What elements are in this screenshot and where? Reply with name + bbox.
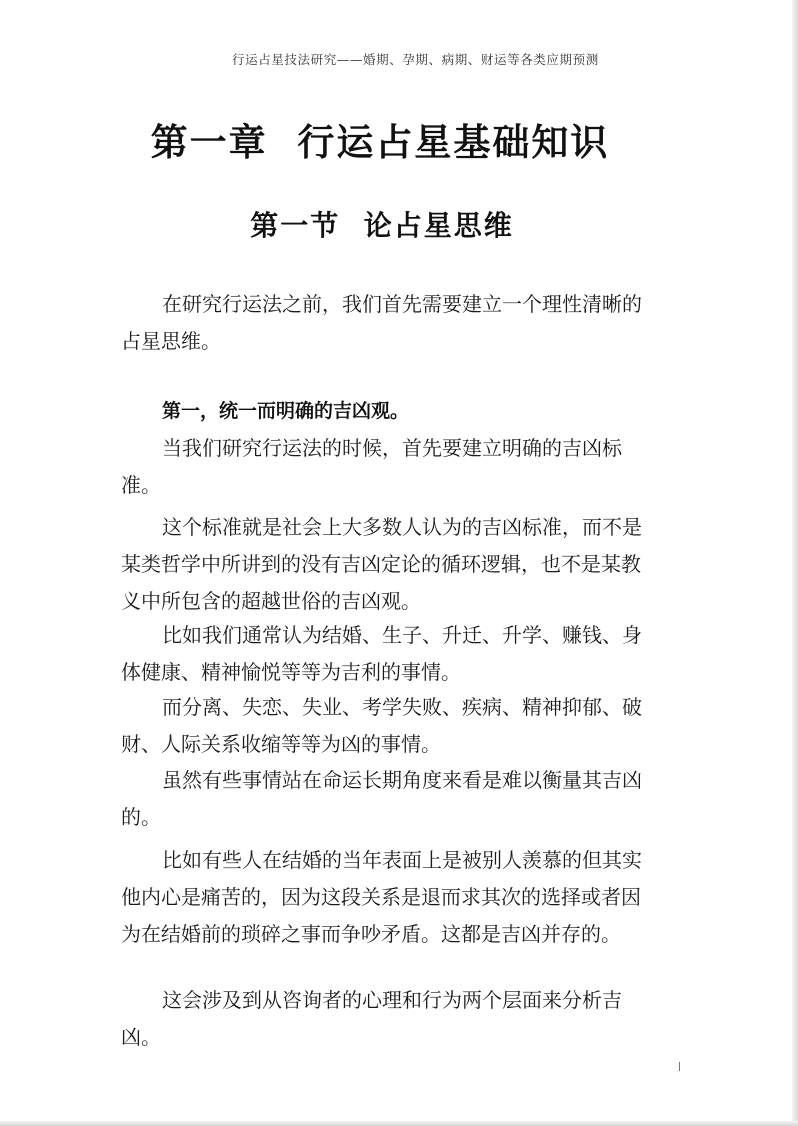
body-paragraph: 这个标准就是社会上大多数人认为的吉凶标准，而不是某类哲学中所讲到的没有吉凶定论的循环逻辑，也不是某教义中所包含的超越世俗的吉凶观。 xyxy=(121,515,642,613)
page-mark xyxy=(679,1062,680,1071)
intro-paragraph: 在研究行运法之前，我们首先需要建立一个理性清晰的占星思维。 xyxy=(121,292,642,353)
page-edge-shadow-right xyxy=(792,0,798,1126)
body-paragraph: 这会涉及到从咨询者的心理和行为两个层面来分析吉凶。 xyxy=(121,988,622,1049)
point-heading: 第一，统一而明确的吉凶观。 xyxy=(162,400,410,422)
page-edge-shadow-bottom xyxy=(0,1121,798,1126)
body-paragraph: 虽然有些事情站在命运长期角度来看是难以衡量其吉凶的。 xyxy=(121,768,642,829)
body-paragraph: 而分离、失恋、失业、考学失败、疾病、精神抑郁、破财、人际关系收缩等等为凶的事情。 xyxy=(121,695,642,756)
body-paragraph: 比如我们通常认为结婚、生子、升迁、升学、赚钱、身体健康、精神愉悦等等为吉利的事情。 xyxy=(121,623,642,684)
section-title: 第一节 论占星思维 xyxy=(250,209,514,242)
running-header: 行运占星技法研究——婚期、孕期、病期、财运等各类应期预测 xyxy=(232,52,599,67)
body-paragraph: 比如有些人在结婚的当年表面上是被别人羡慕的但其实他内心是痛苦的，因为这段关系是退而求其次的选择或者因为在结婚前的琐碎之事而争吵矛盾。这都是吉凶并存的。 xyxy=(121,848,642,946)
body-paragraph: 当我们研究行运法的时候，首先要建立明确的吉凶标准。 xyxy=(121,436,622,497)
chapter-title: 第一章 行运占星基础知识 xyxy=(150,120,610,164)
